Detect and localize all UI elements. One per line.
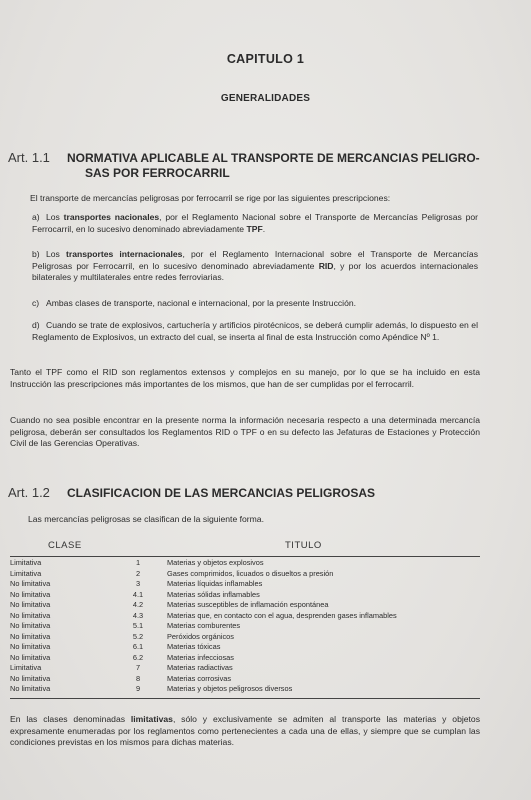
row-number: 8 bbox=[135, 673, 141, 683]
row-clase: No limitativa bbox=[10, 684, 51, 693]
chapter-heading: CAPITULO 1 bbox=[226, 52, 305, 66]
table-row bbox=[10, 663, 480, 674]
table-top-rule bbox=[10, 556, 480, 557]
table-row bbox=[10, 590, 480, 601]
row-titulo: Materias sólidas inflamables bbox=[167, 589, 260, 599]
row-titulo: Materias líquidas inflamables bbox=[167, 579, 263, 588]
article-1-2-heading bbox=[8, 485, 508, 501]
classification-table bbox=[10, 558, 480, 695]
row-number: 4.2 bbox=[132, 600, 144, 609]
row-clase: No limitativa bbox=[10, 621, 51, 630]
row-titulo: Materias y objetos explosivos bbox=[167, 558, 264, 567]
row-clase: Limitativa bbox=[10, 663, 42, 672]
row-number: 7 bbox=[135, 663, 141, 672]
row-clase: Limitativa bbox=[10, 568, 42, 578]
row-clase: Limitativa bbox=[10, 558, 42, 567]
table-row bbox=[10, 653, 480, 664]
row-titulo: Materias susceptibles de inflamación espontánea bbox=[167, 600, 329, 609]
table-row bbox=[10, 558, 480, 569]
article-1-1-heading bbox=[8, 150, 508, 181]
table-bottom-rule bbox=[10, 698, 480, 699]
row-number: 4.3 bbox=[132, 610, 144, 620]
row-number: 6.2 bbox=[132, 652, 144, 662]
list-item: a) Los transportes nacionales, por el Reglamento Nacional sobre el Transporte de Mercancías Peligrosas por Ferrocarril, en lo sucesivo denominado abreviadamente TPF. bbox=[32, 212, 478, 234]
paragraph-tpf-rid: Tanto el TPF como el RID son reglamentos extensos y complejos en su manejo, por lo que se ha incluido en esta Instrucción las prescripciones más importantes de los mismos, que han de ser cumplidas por el ferrocarril. bbox=[10, 367, 480, 389]
row-number: 5.1 bbox=[132, 621, 144, 630]
article-title-line2: SAS POR FERROCARRIL bbox=[85, 166, 230, 180]
table-row bbox=[10, 621, 480, 632]
row-number: 1 bbox=[135, 558, 141, 567]
row-titulo: Materias tóxicas bbox=[167, 642, 221, 651]
row-clase: No limitativa bbox=[10, 642, 51, 651]
table-row bbox=[10, 642, 480, 653]
row-number: 5.2 bbox=[132, 631, 144, 641]
table-row bbox=[10, 674, 480, 685]
row-clase: No limitativa bbox=[10, 631, 51, 641]
article-number: Art. 1.1 bbox=[8, 150, 50, 165]
closing-paragraph: En las clases denominadas limitativas, sólo y exclusivamente se admiten al transporte las materias y objetos expresamente enumeradas por los reglamentos como pertenecientes a cada una de ellas, y siempre que se cumplan las condiciones previstas en los mismos para dichas materias. bbox=[10, 714, 481, 748]
row-number: 9 bbox=[135, 684, 141, 693]
row-number: 3 bbox=[135, 579, 141, 588]
row-clase: No limitativa bbox=[10, 652, 51, 662]
list-item: c) Ambas clases de transporte, nacional e internacional, por la presente Instrucción. bbox=[32, 298, 357, 308]
table-row bbox=[10, 632, 480, 643]
row-titulo: Materias radiactivas bbox=[167, 663, 233, 672]
paragraph-consult: Cuando no sea posible encontrar en la presente norma la información necesaria respecto a una determinada mercancía peligrosa, deberán ser consultados los Reglamentos RID o TPF o en su defecto las Jefaturas de Estaciones y Protección Civil de las Gerencias Operativas. bbox=[10, 415, 480, 449]
row-titulo: Materias corrosivas bbox=[167, 673, 232, 683]
article-number: Art. 1.2 bbox=[8, 485, 50, 500]
intro-paragraph: El transporte de mercancías peligrosas por ferrocarril se rige por las siguientes prescripciones: bbox=[30, 193, 391, 203]
row-titulo: Peróxidos orgánicos bbox=[167, 631, 234, 641]
row-clase: No limitativa bbox=[10, 600, 51, 609]
column-header-clase: CLASE bbox=[48, 540, 82, 551]
row-number: 6.1 bbox=[132, 642, 144, 651]
list-item: b) Los transportes internacionales, por el Reglamento Internacional sobre el Transporte de Mercancías Peligrosas por Ferrocarril, en lo sucesivo denominado abreviadamente RID, y por los acuerdos internacionales bilaterales y multilaterales entre redes ferroviarias. bbox=[32, 249, 478, 283]
row-clase: No limitativa bbox=[10, 579, 51, 588]
classification-intro: Las mercancías peligrosas se clasifican de la siguiente forma. bbox=[28, 514, 264, 524]
column-header-titulo: TITULO bbox=[285, 540, 322, 551]
row-titulo: Materias y objetos peligrosos diversos bbox=[167, 684, 293, 693]
table-row bbox=[10, 569, 480, 580]
table-row bbox=[10, 579, 480, 590]
row-titulo: Materias comburentes bbox=[167, 621, 241, 630]
list-item: d) Cuando se trate de explosivos, cartuchería y artificios pirotécnicos, se deberá cumplir además, lo dispuesto en el Reglamento de Explosivos, un extracto del cual, se inserta al final de esta Instrucción como Apéndice Nº 1. bbox=[32, 320, 478, 342]
row-number: 4.1 bbox=[132, 589, 144, 599]
row-titulo: Materias que, en contacto con el agua, desprenden gases inflamables bbox=[167, 610, 397, 620]
article-title-line1: NORMATIVA APLICABLE AL TRANSPORTE DE MERCANCIAS PELIGRO- bbox=[67, 151, 480, 165]
row-titulo: Materias infecciosas bbox=[167, 652, 234, 662]
article-title: CLASIFICACION DE LAS MERCANCIAS PELIGROSAS bbox=[67, 486, 376, 500]
row-titulo: Gases comprimidos, licuados o disueltos a presión bbox=[167, 568, 334, 578]
table-row bbox=[10, 600, 480, 611]
table-row bbox=[10, 684, 480, 695]
section-heading: GENERALIDADES bbox=[220, 93, 311, 104]
table-row bbox=[10, 611, 480, 622]
row-clase: No limitativa bbox=[10, 610, 51, 620]
row-clase: No limitativa bbox=[10, 673, 51, 683]
row-number: 2 bbox=[135, 568, 141, 578]
row-clase: No limitativa bbox=[10, 589, 51, 599]
